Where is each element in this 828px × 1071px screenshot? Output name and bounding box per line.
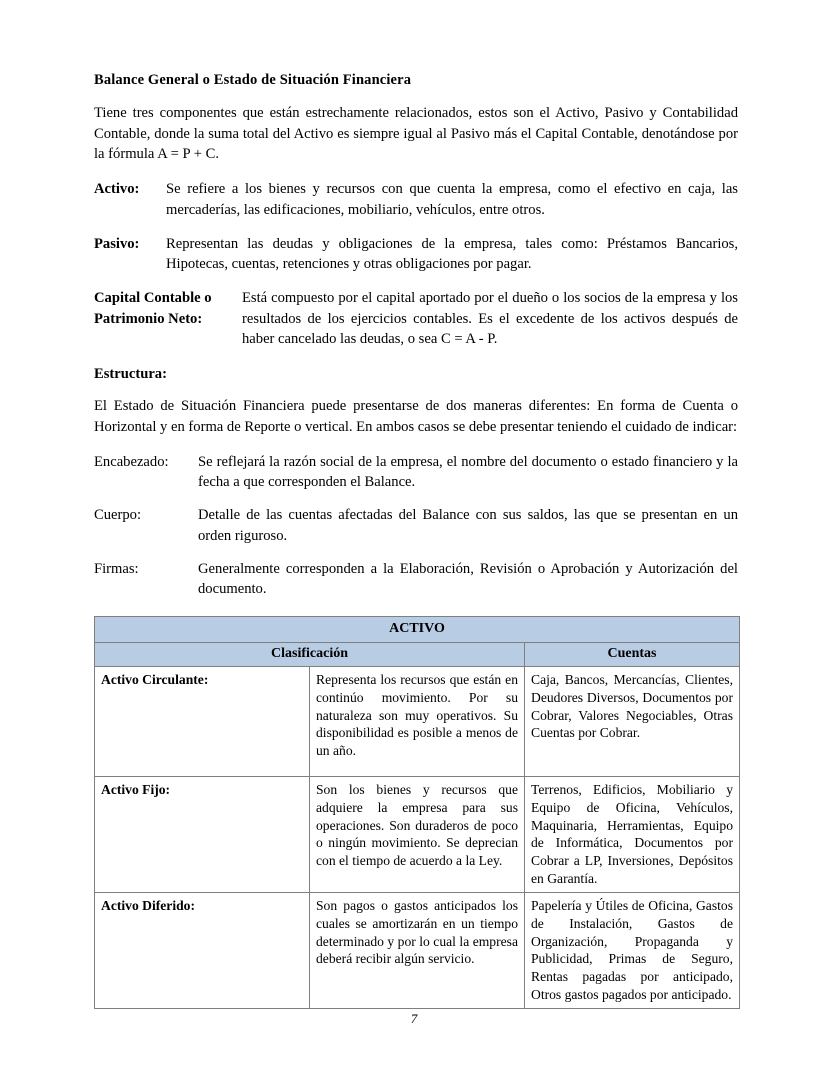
table-title-row (95, 616, 740, 642)
definition-row-pasivo (94, 234, 738, 275)
page-number: 7 (410, 1011, 418, 1026)
structure-row-encabezado (94, 452, 738, 493)
page-title: Balance General o Estado de Situación Financiera (94, 72, 412, 88)
definition-description: Se refiere a los bienes y recursos con que cuenta la empresa, como el efectivo en caja, las mercaderías, las edificaciones, mobiliario, vehículos, entre otros. (166, 181, 738, 218)
structure-heading: Estructura: (94, 366, 167, 383)
structure-description: Se reflejará la razón social de la empresa, el nombre del documento o estado financiero y la fecha a que corresponden el Balance. (198, 453, 738, 491)
definition-term: Capital Contable o Patrimonio Neto: (94, 290, 212, 327)
intro-paragraph: Tiene tres componentes que están estrechamente relacionados, estos son el Activo, Pasivo y Contabilidad Contable, donde la suma total del Activo es siempre igual al Pasivo más el Capital Contable, denotándose por la fórmula A = P + C. (94, 105, 738, 163)
definition-row-activo (94, 179, 738, 220)
definition-description: Representan las deudas y obligaciones de la empresa, tales como: Préstamos Bancarios, Hipotecas, cuentas, retenciones y otras obligaciones por pagar. (166, 235, 738, 273)
row-label-activo-circulante: Activo Circulante: (95, 667, 310, 777)
structure-intro-paragraph: El Estado de Situación Financiera puede presentarse de dos maneras diferentes: En forma de Cuenta o Horizontal y en forma de Reporte o vertical. En ambos casos se debe presentar teniendo el cuidado de indicar: (94, 398, 738, 435)
structure-term: Firmas: (94, 560, 139, 577)
definition-description: Está compuesto por el capital aportado por el dueño o los socios de la empresa y los resultados de los ejercicios contables. Es el excedente de los activos después de haber cancelado las deudas, o sea C = A - P. (242, 290, 738, 348)
structure-row-cuerpo (94, 505, 738, 546)
row-label-activo-diferido: Activo Diferido: (95, 893, 310, 1009)
table-row (95, 893, 740, 1009)
activo-table (94, 616, 740, 1009)
definition-list-components (94, 179, 738, 350)
row-description: Son pagos o gastos anticipados los cuales se amortizarán en un tiempo determinado y por lo cual la empresa deberá recibir algún servicio. (310, 893, 525, 1009)
table-header-row (95, 643, 740, 667)
definition-term: Activo: (94, 181, 140, 198)
definition-row-capital-contable (94, 288, 738, 350)
row-description: Son los bienes y recursos que adquiere la empresa para sus operaciones. Son duraderos de poco o ningún movimiento. Se deprecian con el tiempo de acuerdo a la Ley. (310, 777, 525, 893)
table-row (95, 777, 740, 893)
table-header-clasificacion: Clasificación (95, 643, 525, 667)
structure-term: Cuerpo: (94, 507, 142, 524)
structure-term: Encabezado: (94, 453, 169, 470)
structure-description: Generalmente corresponden a la Elaboración, Revisión o Aprobación y Autorización del documento. (198, 560, 738, 598)
definition-list-structure (94, 452, 738, 600)
table-row (95, 667, 740, 777)
structure-row-firmas (94, 559, 738, 600)
row-cuentas: Papelería y Útiles de Oficina, Gastos de Instalación, Gastos de Organización, Propaganda y Publicidad, Primas de Seguro, Rentas pagadas por anticipado, Otros gastos pagados por anticipado. (525, 893, 740, 1009)
row-cuentas: Terrenos, Edificios, Mobiliario y Equipo de Oficina, Vehículos, Maquinaria, Herramientas, Equipo de Informática, Documentos por Cobrar a LP, Inversiones, Depósitos en Garantía. (525, 777, 740, 893)
table-header-cuentas: Cuentas (525, 643, 740, 667)
table-title: ACTIVO (95, 616, 740, 642)
row-cuentas: Caja, Bancos, Mercancías, Clientes, Deudores Diversos, Documentos por Cobrar, Valores Negociables, Otras Cuentas por Cobrar. (525, 667, 740, 777)
row-description: Representa los recursos que están en continúo movimiento. Por su naturaleza son muy operativos. Su disponibilidad es posible a menos de un año. (310, 667, 525, 777)
row-label-activo-fijo: Activo Fijo: (95, 777, 310, 893)
structure-description: Detalle de las cuentas afectadas del Balance con sus saldos, las que se presentan en un orden riguroso. (198, 507, 738, 544)
definition-term: Pasivo: (94, 235, 140, 252)
